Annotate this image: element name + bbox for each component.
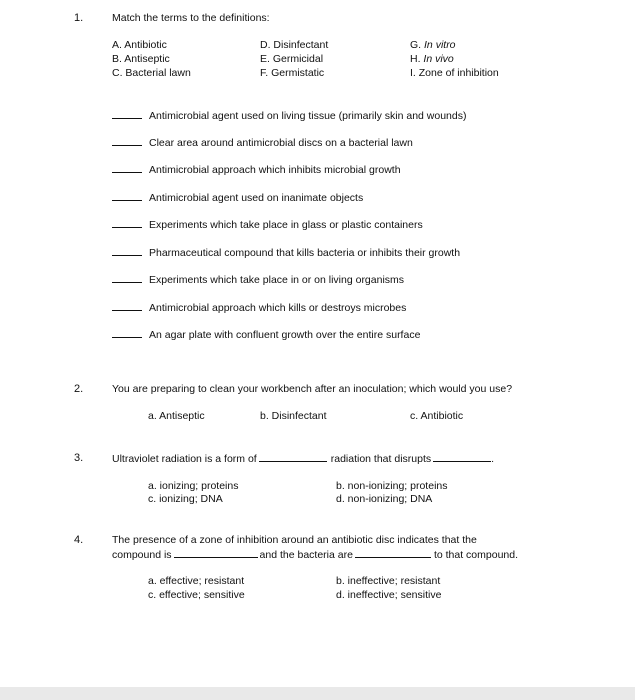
term-g (410, 39, 456, 51)
term-letter: G. (410, 39, 422, 51)
term-label: Zone of inhibition (418, 67, 499, 79)
term-letter: F. (260, 67, 269, 79)
term-label: In vitro (424, 39, 456, 51)
matching-row (112, 246, 460, 259)
matching-row (112, 273, 404, 286)
q3-option-d[interactable]: d. non-ionizing; DNA (336, 493, 433, 505)
term-letter: E. (260, 53, 270, 65)
q2-number: 2. (74, 383, 84, 395)
answer-blank[interactable] (112, 328, 142, 338)
answer-blank[interactable] (112, 246, 142, 256)
term-i (410, 67, 499, 79)
q4-option-b[interactable]: b. ineffective; resistant (336, 575, 441, 587)
answer-blank[interactable] (112, 163, 142, 173)
term-letter: I. (410, 67, 416, 79)
q3-number: 3. (74, 452, 84, 464)
page-bottom-edge (0, 687, 635, 700)
term-h (410, 53, 454, 65)
q3-option-b[interactable]: b. non-ionizing; proteins (336, 480, 448, 492)
q4-option-c[interactable]: c. effective; sensitive (148, 589, 245, 601)
matching-row (112, 163, 401, 176)
definition-text: Experiments which take place in or on living organisms (149, 274, 405, 286)
q4-blank-1[interactable] (174, 548, 258, 558)
matching-row (112, 328, 420, 341)
q4-prompt-part1: compound is (112, 549, 172, 561)
q3-prompt-end: . (491, 453, 495, 465)
q3-option-a[interactable]: a. ionizing; proteins (148, 480, 239, 492)
term-e (260, 53, 323, 65)
q1-prompt: Match the terms to the definitions: (112, 12, 270, 24)
q1-number: 1. (74, 12, 84, 24)
term-label: Bacterial lawn (125, 67, 191, 79)
q3-prompt-part1: Ultraviolet radiation is a form of (112, 453, 257, 465)
answer-blank[interactable] (112, 191, 142, 201)
q3-prompt-part2: radiation that disrupts (330, 453, 432, 465)
matching-row (112, 218, 423, 231)
term-label: Antiseptic (124, 53, 170, 65)
q4-prompt-part3: to that compound. (433, 549, 519, 561)
term-label: In vivo (423, 53, 454, 65)
q4-option-a[interactable]: a. effective; resistant (148, 575, 245, 587)
answer-blank[interactable] (112, 136, 142, 146)
term-f (260, 67, 324, 79)
q4-prompt-line2 (112, 548, 518, 561)
q2-option-c[interactable]: c. Antibiotic (410, 410, 464, 422)
term-letter: B. (112, 53, 122, 65)
term-a (112, 39, 167, 51)
q2-prompt: You are preparing to clean your workbench after an inoculation; which would you use? (112, 383, 513, 395)
term-letter: H. (410, 53, 421, 65)
q3-option-c[interactable]: c. ionizing; DNA (148, 493, 223, 505)
term-label: Disinfectant (273, 39, 329, 51)
q4-prompt-line1: The presence of a zone of inhibition around an antibiotic disc indicates that the (112, 534, 477, 546)
definition-text: Antimicrobial approach which kills or destroys microbes (149, 302, 407, 314)
q3-blank-1[interactable] (259, 452, 327, 462)
matching-row (112, 109, 466, 122)
answer-blank[interactable] (112, 109, 142, 119)
matching-row (112, 301, 406, 314)
q3-prompt (112, 452, 494, 465)
definition-text: An agar plate with confluent growth over the entire surface (149, 329, 421, 341)
answer-blank[interactable] (112, 218, 142, 228)
definition-text: Pharmaceutical compound that kills bacteria or inhibits their growth (149, 247, 461, 259)
term-d (260, 39, 328, 51)
term-letter: A. (112, 39, 122, 51)
term-label: Germistatic (271, 67, 325, 79)
q2-option-a[interactable]: a. Antiseptic (148, 410, 205, 422)
q3-blank-2[interactable] (433, 452, 491, 462)
term-b (112, 53, 170, 65)
term-c (112, 67, 191, 79)
definition-text: Antimicrobial agent used on inanimate objects (149, 192, 364, 204)
term-letter: D. (260, 39, 271, 51)
definition-text: Antimicrobial agent used on living tissue (primarily skin and wounds) (149, 110, 467, 122)
q4-blank-2[interactable] (355, 548, 431, 558)
q4-option-d[interactable]: d. ineffective; sensitive (336, 589, 442, 601)
definition-text: Experiments which take place in glass or plastic containers (149, 219, 423, 231)
q4-prompt-part2: and the bacteria are (259, 549, 353, 561)
term-label: Antibiotic (124, 39, 167, 51)
term-label: Germicidal (272, 53, 324, 65)
matching-row (112, 136, 413, 149)
matching-row (112, 191, 363, 204)
q2-option-b[interactable]: b. Disinfectant (260, 410, 327, 422)
q4-number: 4. (74, 534, 84, 546)
term-letter: C. (112, 67, 123, 79)
definition-text: Antimicrobial approach which inhibits microbial growth (149, 164, 401, 176)
definition-text: Clear area around antimicrobial discs on a bacterial lawn (149, 137, 413, 149)
answer-blank[interactable] (112, 301, 142, 311)
answer-blank[interactable] (112, 273, 142, 283)
